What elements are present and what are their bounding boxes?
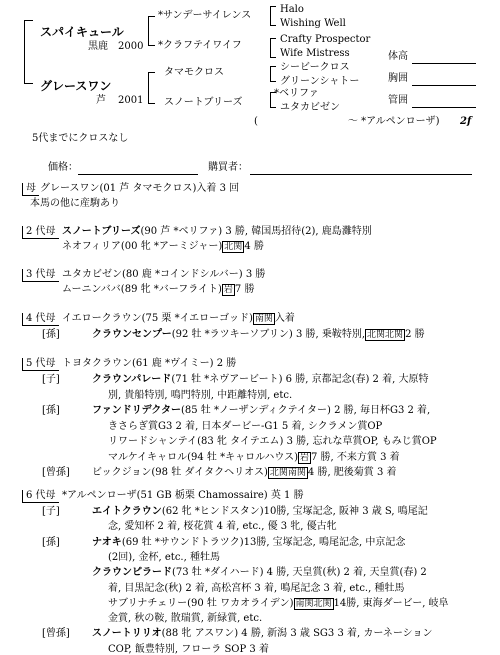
buyer-label: 購買者： bbox=[208, 162, 248, 173]
entry-text: サブリナチェリー(90 牡 ワカオライデン) bbox=[108, 597, 294, 609]
gg-bracket-3 bbox=[270, 66, 276, 82]
gen4-region-box: 南関 bbox=[254, 314, 273, 324]
sire-sire: *サンデーサイレンス bbox=[158, 10, 252, 21]
height-field[interactable] bbox=[412, 63, 476, 64]
gen4-label: 4 代母 bbox=[22, 313, 59, 326]
relation-tag: [曾孫] bbox=[42, 467, 70, 478]
entry-name: ナオキ bbox=[92, 536, 122, 548]
dam-sire: タマモクロス bbox=[164, 67, 224, 78]
gen2-line2 bbox=[62, 242, 264, 252]
relation-tag: [曾孫] bbox=[42, 628, 70, 640]
gen4-entry-name: クラウンセンプー bbox=[92, 329, 172, 340]
entry-text: (88 牝 アスワン) 4 勝, 新潟 3 歳 SG3 3 着, カーネーション bbox=[161, 628, 433, 640]
entry-text: ビックジョン(98 牡 ダイタクヘリオス) bbox=[92, 467, 268, 478]
price-field[interactable] bbox=[78, 174, 198, 175]
gen2-region-box: 北関 bbox=[224, 242, 243, 252]
gen2-line1 bbox=[62, 227, 372, 237]
entry-tail: 4 勝, 肥後菊賞 3 着 bbox=[307, 467, 397, 478]
no-cross-note: 5代までにクロスなし bbox=[32, 133, 129, 144]
entry-name: クラウンピラード bbox=[92, 567, 172, 579]
entry-tail: 14勝, 東海ダービー, 岐阜 bbox=[333, 597, 449, 609]
entry-text: (85 牡 *ノーザンディクテイター) 2 勝, 毎日杯G3 2 着, bbox=[181, 405, 431, 416]
sire-dam: *クラフテイワイフ bbox=[158, 40, 242, 51]
entry-line bbox=[108, 391, 292, 401]
gen4-dam: イエロークラウン(75 栗 *イエローゴッド) bbox=[62, 313, 253, 324]
entry-text: 別, 貴船特別, 鳴門特別, 中距離特別, etc. bbox=[108, 389, 293, 401]
region-box: 岩 bbox=[300, 452, 310, 463]
gen3-line1: ユタカビゼン(80 鹿 *コインドシルバー) 3 勝 bbox=[62, 269, 266, 280]
entry-name: エイトクラウン bbox=[92, 506, 162, 517]
gen5-line1: トヨタクラウン(61 鹿 *ヴイミー) 2 勝 bbox=[62, 358, 237, 369]
entry-text: リワードシャンテイ(83 牝 タイテエム) 3 勝, 忘れな草賞OP, もみじ賞OP bbox=[108, 436, 437, 447]
gen3-label: 3 代母 bbox=[22, 269, 59, 282]
region-box: 北関南関 bbox=[269, 468, 306, 478]
entry-line bbox=[92, 538, 405, 548]
entry-name: クラウンパレード bbox=[92, 374, 172, 385]
gg-5: シービークロス bbox=[280, 62, 350, 73]
entry-line bbox=[108, 599, 449, 609]
entry-text: (73 牡 *ダイハード) 4 勝, 天皇賞(秋) 2 着, 天皇賞(春) 2 bbox=[172, 567, 427, 579]
relation-tag: [孫] bbox=[42, 536, 60, 548]
gen2-progeny: ネオフィリア(00 牝 *アーミジャー) bbox=[62, 241, 223, 252]
gg-2: Wishing Well bbox=[280, 18, 346, 29]
entry-text: 着, 目黒記念(秋) 2 着, 高松宮杯 3 着, 鳴尾記念 3 着, etc., 種牡馬 bbox=[108, 582, 405, 594]
gg-4: Wife Mistress bbox=[280, 48, 350, 59]
dam-name: グレースワン bbox=[40, 79, 112, 93]
entry-line bbox=[108, 645, 269, 655]
dam-bracket bbox=[148, 72, 155, 104]
entry-name: ファンドリデクター bbox=[92, 405, 181, 416]
sire-name: スパイキュール bbox=[40, 25, 124, 39]
gen4-dam-record: 入着 bbox=[274, 313, 295, 324]
gen2-progeny-record: 4 勝 bbox=[244, 241, 264, 252]
gen2-label: 2 代母 bbox=[22, 226, 59, 239]
dam-year: 2001 bbox=[118, 95, 144, 106]
family-line: ( ～ *アルペンローザ) bbox=[254, 116, 440, 127]
sire-bracket bbox=[148, 16, 155, 46]
relation-tag: [子] bbox=[42, 506, 60, 517]
entry-name: スノートリリオ bbox=[92, 628, 162, 640]
entry-line bbox=[108, 522, 337, 532]
chest-label: 胸囲 bbox=[388, 73, 408, 84]
sire-color: 黒鹿 bbox=[88, 41, 108, 52]
gg-8: ユタカビゼン bbox=[280, 102, 340, 113]
entry-text: (69 牡 *サウンドトラツク)13勝, 宝塚記念, 鳴尾記念, 中京記念 bbox=[121, 536, 406, 548]
entry-text: 念, 愛知杯 2 着, 桜花賞 4 着, etc., 優 3 牝, 優古牝 bbox=[108, 521, 337, 533]
gen4-line1 bbox=[62, 314, 295, 324]
entry-text: (2回), 金杯, etc., 種牡馬 bbox=[108, 551, 220, 563]
gen6-label: 6 代母 bbox=[22, 490, 59, 503]
gen4-rel: [孫] bbox=[42, 329, 60, 340]
gen3-progeny: ムーニンババ(89 牝 *バーフライト) bbox=[62, 284, 222, 295]
dam-color: 芦 bbox=[96, 95, 106, 106]
entry-text: 金賞, 秋の鞍, 散瑞賞, 新緑賞, etc. bbox=[108, 613, 263, 625]
entry-line bbox=[92, 568, 427, 578]
entry-line bbox=[108, 437, 437, 447]
cannon-field[interactable] bbox=[412, 107, 476, 108]
gen6-line1: *アルペンローザ(51 GB 栃栗 Chamossaire) 英 1 勝 bbox=[62, 490, 304, 501]
gen2-record: (90 芦 *ベリファ) 3 勝, 韓国馬招待(2), 鹿島灘特別 bbox=[140, 226, 372, 237]
entry-line bbox=[92, 629, 432, 639]
entry-line bbox=[108, 553, 220, 563]
entry-line bbox=[108, 422, 382, 432]
gen3-line2 bbox=[62, 285, 254, 295]
gen4-entry-box: 北関北関 bbox=[367, 330, 404, 340]
relation-tag: [子] bbox=[42, 374, 60, 385]
gg-bracket-1 bbox=[270, 6, 276, 26]
gen3-progeny-record: 7 勝 bbox=[234, 284, 255, 295]
gg-7: *ベリファ bbox=[274, 88, 319, 99]
gen3-region-box: 岩 bbox=[223, 285, 233, 295]
entry-line bbox=[108, 614, 262, 624]
relation-tag: [孫] bbox=[42, 405, 60, 416]
entry-line bbox=[92, 468, 397, 478]
entry-line bbox=[92, 507, 428, 517]
gen4-entry bbox=[92, 330, 425, 340]
gg-3: Crafty Prospector bbox=[280, 34, 371, 45]
dam-dam: スノートブリーズ bbox=[164, 97, 243, 108]
entry-text: (62 牝 *ヒンドスタン)10勝, 宝塚記念, 阪神 3 歳 S, 鳴尾記 bbox=[161, 506, 428, 517]
chest-field[interactable] bbox=[412, 85, 476, 86]
gen4-entry-tail: 2 勝 bbox=[405, 329, 425, 340]
gen4-entry-record: (92 牡 *ラツキーソブリン) 3 勝, 乗鞍特別, bbox=[171, 329, 366, 340]
gg-bracket-2 bbox=[270, 38, 276, 58]
sire-year: 2000 bbox=[118, 41, 144, 52]
entry-line bbox=[108, 453, 400, 463]
gg-1: Halo bbox=[280, 4, 304, 15]
height-label: 体高 bbox=[388, 51, 408, 62]
entry-line bbox=[92, 375, 428, 385]
entry-text: COP, 飯豊特別, フローラ SOP 3 着 bbox=[108, 643, 269, 655]
entry-line bbox=[92, 406, 430, 416]
gg-6: グリーンシャトー bbox=[280, 76, 360, 87]
gen2-name: スノートブリーズ bbox=[62, 226, 141, 237]
cannon-label: 管囲 bbox=[388, 95, 408, 106]
gen5-label: 5 代母 bbox=[22, 358, 59, 371]
pedigree-outer-bracket bbox=[24, 20, 33, 84]
entry-line bbox=[108, 584, 404, 594]
entry-text: マルケイキャロル(94 牡 *キャロルハウス) bbox=[108, 451, 298, 463]
family-number: 2f bbox=[460, 116, 472, 127]
dam-section-line1: グレースワン(01 芦 タマモクロス)入着 3 回 bbox=[40, 183, 240, 194]
dam-section-line2: 本馬の他に産駒あり bbox=[30, 198, 120, 209]
entry-tail: 7 勝, 不来方賞 3 着 bbox=[311, 451, 400, 463]
entry-text: きさらぎ賞G3 2 着, 日本ダービー-G1 5 着, シクラメン賞OP bbox=[108, 420, 383, 432]
price-label: 価格： bbox=[48, 162, 78, 173]
dam-section-label: 母 bbox=[22, 183, 39, 196]
buyer-field[interactable] bbox=[250, 174, 472, 175]
region-box: 南関北関 bbox=[295, 598, 332, 609]
entry-text: (71 牡 *ネヴアービート) 6 勝, 京都記念(春) 2 着, 大原特 bbox=[171, 374, 429, 385]
